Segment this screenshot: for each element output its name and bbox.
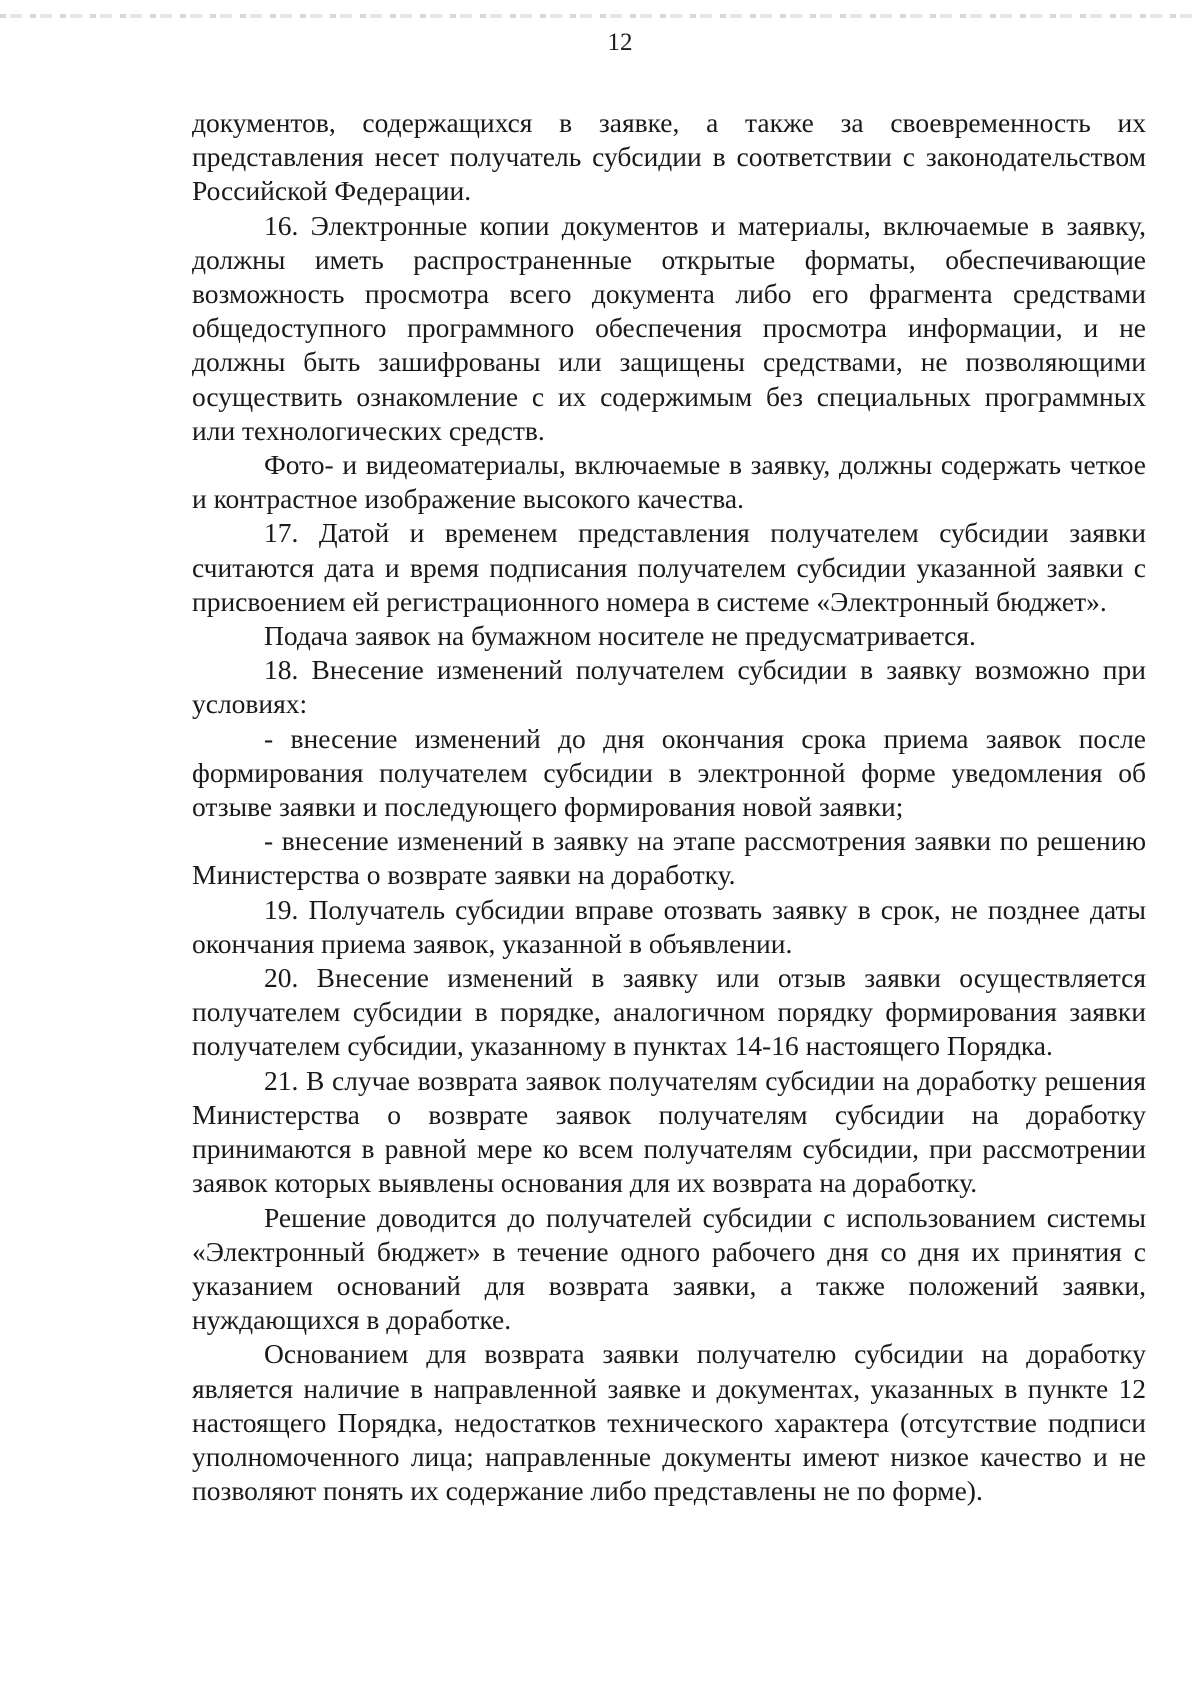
paragraph-item-19: 19. Получатель субсидии вправе отозвать заявку в срок, не позднее даты окончания приема заявок, указанной в объявлении. <box>192 893 1146 959</box>
paragraph-paper-submission: Подача заявок на бумажном носителе не предусматривается. <box>264 620 976 652</box>
paragraph-item-20: 20. Внесение изменений в заявку или отзыв заявки осуществляется получателем субсидии в порядке, аналогичном порядку формирования заявки получателем субсидии, указанному в пунктах 14-16 настоящего Порядка. <box>192 962 1146 1062</box>
list-item-change-before-deadline: - внесение изменений до дня окончания срока приема заявок после формирования получателем субсидии в электронной форме уведомления об отзыве заявки и последующего формирования новой заявки; <box>192 722 1146 823</box>
paragraph-continuation: документов, содержащихся в заявке, а также за своевременность их представления несет получатель субсидии в соответствии с законодательством Российской Федерации. <box>192 107 1146 207</box>
document-body <box>192 106 1146 1508</box>
paragraph-item-18: 18. Внесение изменений получателем субсидии в заявку возможно при условиях: <box>192 654 1146 720</box>
page-number: 12 <box>607 29 633 56</box>
paragraph-decision-notice: Решение доводится до получателей субсидии с использованием системы «Электронный бюджет» в течение одного рабочего дня со дня их принятия с указанием оснований для возврата заявки, а также положений заявки, нуждающихся в доработке. <box>192 1201 1146 1336</box>
list-item-change-on-review: - внесение изменений в заявку на этапе рассмотрения заявки по решению Министерства о возврате заявки на доработку. <box>192 825 1146 891</box>
paragraph-item-17: 17. Датой и временем представления получателем субсидии заявки считаются дата и время подписания получателем субсидии указанной заявки с присвоением ей регистрационного номера в системе «Электронный бюджет». <box>192 517 1146 617</box>
paragraph-return-grounds: Основанием для возврата заявки получателю субсидии на доработку является наличие в направленной заявке и документах, указанных в пункте 12 настоящего Порядка, недостатков технического характера (отсутствие подписи уполномоченного лица; направленные документы имеют низкое качество и не позволяют понять их содержание либо представлены не по форме). <box>192 1338 1146 1507</box>
paragraph-item-21: 21. В случае возврата заявок получателям субсидии на доработку решения Министерства о возврате заявок получателям субсидии на доработку принимаются в равной мере ко всем получателям субсидии, при рассмотрении заявок которых выявлены основания для их возврата на доработку. <box>192 1064 1146 1199</box>
paragraph-item-16: 16. Электронные копии документов и материалы, включаемые в заявку, должны иметь распространенные открытые форматы, обеспечивающие возможность просмотра всего документа либо его фрагмента средствами общедоступного программного обеспечения просмотра информации, и не должны быть зашифрованы или защищены средствами, не позволяющими осуществить ознакомление с их содержимым без специальных программных или технологических средств. <box>192 209 1146 446</box>
scan-edge-artifact <box>0 14 1200 18</box>
paragraph-photo-video: Фото- и видеоматериалы, включаемые в заявку, должны содержать четкое и контрастное изображение высокого качества. <box>192 449 1146 515</box>
